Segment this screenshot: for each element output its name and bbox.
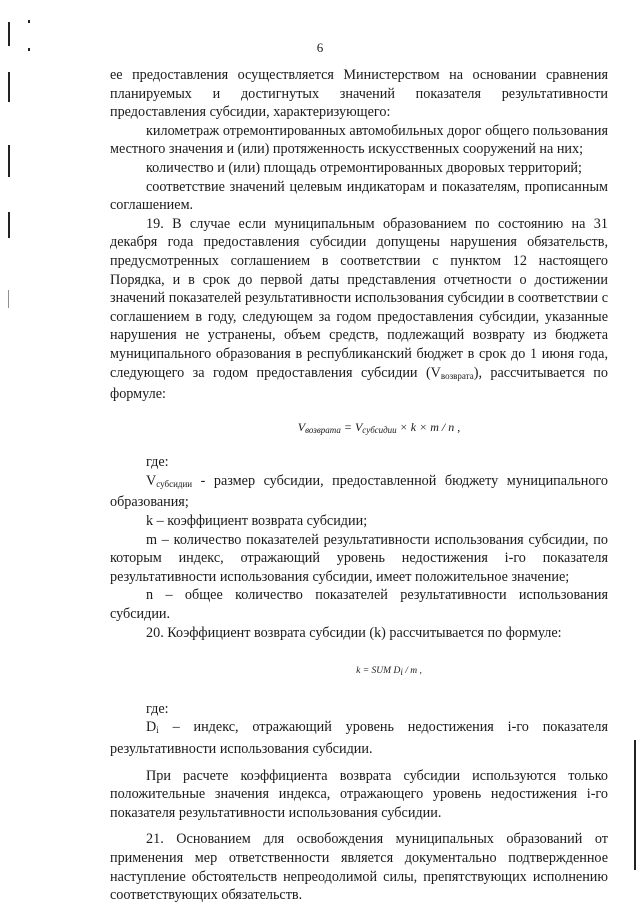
paragraph-calculation-note: При расчете коэффициента возврата субсидии используются только положительные значения индекса, отражающего уровень недостижения i-го показателя результативности использования субсидии. [110,767,608,821]
paragraph-19-subscript: возврата [440,370,474,381]
definition-d [110,718,608,758]
formula1-tail: , [454,419,461,434]
formula1-eq-v: = V [340,419,363,434]
def5-text: – индекс, отражающий уровень недостижения i-го показателя результативности использования субсидии. [110,719,608,757]
def1-sub: субсидии [156,478,193,489]
where-label-2: где: [146,700,169,717]
definition-k: k – коэффициент возврата субсидии; [146,513,368,530]
scan-mark-right [634,740,636,870]
formula1-lhs-v: V [297,419,306,434]
paragraph-gap [110,759,608,767]
formula1-rhs-sub: субсидии [362,424,397,435]
paragraph-gap-2 [110,822,608,830]
paragraph-19 [110,215,608,404]
formula-return-coefficient [110,662,608,682]
definition-n: n – общее количество показателей результативности использования субсидии. [110,587,608,623]
paragraph-targets: соответствие значений целевым индикаторам и показателям, прописанным соглашением. [110,178,608,214]
scan-mark-left-2 [28,20,30,23]
where-label-1: где: [146,454,169,471]
def1-text: - размер субсидии, предоставленной бюджету муниципального образования; [110,472,608,511]
definition-v-subsidy [110,472,608,512]
scan-mark-left-5 [8,145,10,177]
def5-sub: i [156,725,159,736]
paragraph-21: 21. Основанием для освобождения муниципальных образований от применения мер ответственности является документально подтвержденное наступление обстоятельств непреодолимой силы, препятствующих исполнению соответствующих обязательств. [110,831,608,904]
formula1-lhs-sub: возврата [305,424,341,435]
def5-d: D [146,719,157,736]
definition-m: m – количество показателей результативности использования субсидии, по которым индекс, отражающий уровень недостижения i-го показателя результативности использования субсидии, имеет положительное значение; [110,531,608,585]
formula2-rest: / m , [402,666,422,677]
paragraph-19-end: ), рассчитывается по формуле: [110,364,608,403]
formula2-main: k = SUM D [356,666,401,677]
formula1-rest: × k × m / n [396,419,455,434]
scan-mark-left-4 [8,72,10,102]
scan-mark-left-7 [8,290,9,308]
def1-v: V [146,472,157,489]
paragraph-19-text: 19. В случае если муниципальным образованием по состоянию на 31 декабря года предоставления субсидии допущены нарушения обязательств, предусмотренных соглашением в соответствии с пунктом 12 настоящего Порядка, и в срок до первой даты представления отчетности о достижении значений показателей результативности использования субсидии в соответствии с соглашением в году, следующем за годом предоставления субсидии, указанные нарушения не устранены, объем средств, подлежащий возврату из бюджета муниципального образования в республиканский бюджет в срок до 1 июня года, следующего за годом предоставления субсидии (V [110,215,608,381]
paragraph-kilometers: километраж отремонтированных автомобильных дорог общего пользования местного значения и (или) протяженность искусственных сооружений на них; [110,122,608,158]
page-number: 6 [316,40,324,55]
formula-return-volume [110,418,608,440]
formula2-sub: i [400,667,403,678]
scan-mark-left-6 [8,212,10,238]
body-text [110,66,608,905]
paragraph-intro: ее предоставления осуществляется Министерством на основании сравнения планируемых и достигнутых значений показателя результативности предоставления субсидии, характеризующего: [110,67,608,121]
paragraph-yards: количество и (или) площадь отремонтированных дворовых территорий; [146,159,582,176]
paragraph-20: 20. Коэффициент возврата субсидии (k) рассчитывается по формуле: [146,624,562,641]
